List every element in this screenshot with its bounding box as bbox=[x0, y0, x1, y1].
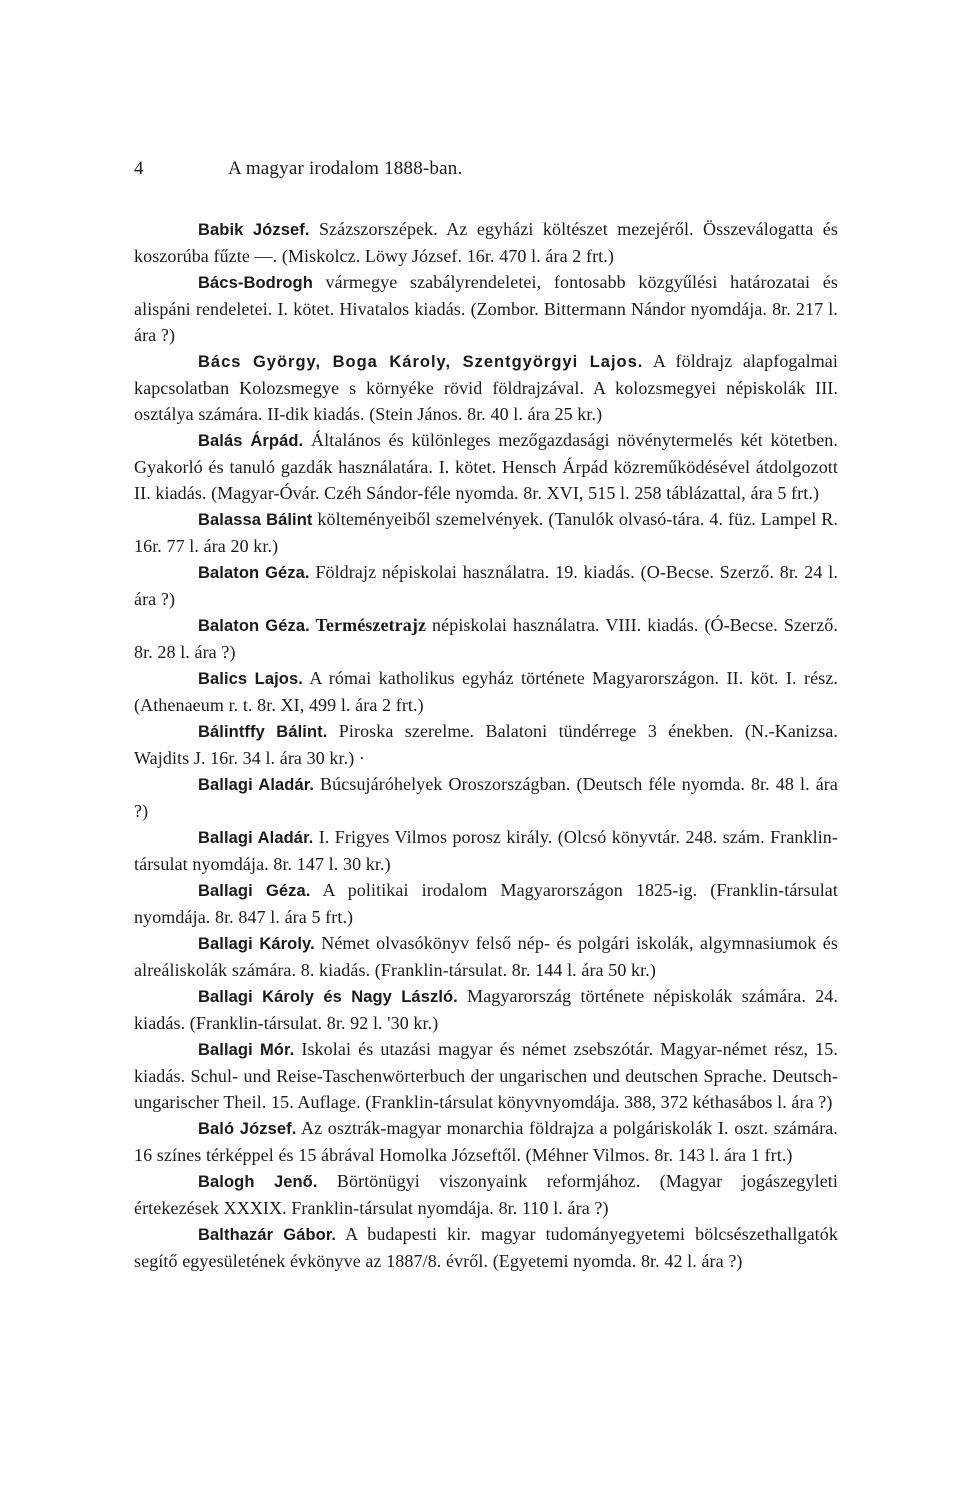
bibliography-entry bbox=[134, 506, 838, 559]
page-number: 4 bbox=[134, 158, 144, 179]
entry-text: Az osztrák-magyar monarchia földrajza a polgáriskolák I. oszt. számára. 16 színes térképpel és 15 ábrával Homolka Józseftől. (Méhner Vilmos. 8r. 143 l. ára 1 frt.) bbox=[134, 1118, 838, 1165]
bibliography-entry bbox=[134, 348, 838, 427]
entry-author: Balthazár Gábor. bbox=[198, 1226, 337, 1244]
bibliography-entry bbox=[134, 1221, 838, 1274]
bibliography-entry bbox=[134, 983, 838, 1036]
entry-text: A politikai irodalom Magyarországon 1825-ig. (Franklin-társulat nyomdája. 8r. 847 l. ára 5 frt.) bbox=[134, 880, 838, 927]
entry-author: Ballagi Aladár. bbox=[198, 776, 315, 794]
entry-author: Ballagi Károly és Nagy László. bbox=[198, 988, 458, 1006]
entry-text: Iskolai és utazási magyar és német zsebszótár. Magyar-német rész, 15. kiadás. Schul- und Reise-Taschenwörterbuch der ungarischen und deutschen Sprache. Deutsch-ungarischer Theil. 15. Auflage. (Franklin-társulat könyvnyomdája. 388, 372 kéthasábos l. ára ?) bbox=[134, 1039, 838, 1112]
entry-author: Balaton Géza. bbox=[198, 617, 310, 635]
bibliography-entry bbox=[134, 427, 838, 506]
bibliography-entry bbox=[134, 771, 838, 824]
bibliography-entry bbox=[134, 718, 838, 771]
bibliography-entry bbox=[134, 1115, 838, 1168]
entry-text: A budapesti kir. magyar tudományegyetemi bölcsészethallgatók segítő egyesületének évkönyve az 1887/8. évről. (Egyetemi nyomda. 8r. 42 l. ára ?) bbox=[134, 1224, 838, 1271]
entry-text: Német olvasókönyv felső nép- és polgári iskolák, algymnasiumok és alreáliskolák számára. 8. kiadás. (Franklin-társulat. 8r. 144 l. ára 50 kr.) bbox=[134, 933, 838, 980]
entry-text: I. Frigyes Vilmos porosz király. (Olcsó könyvtár. 248. szám. Franklin-társulat nyomdája. 8r. 147 l. 30 kr.) bbox=[134, 827, 838, 874]
bibliography-entry bbox=[134, 559, 838, 612]
entry-author: Balassa Bálint bbox=[198, 511, 313, 529]
bibliography-entry bbox=[134, 1168, 838, 1221]
entry-author: Ballagi Géza. bbox=[198, 882, 311, 900]
bibliography-entry bbox=[134, 1036, 838, 1115]
entry-author: Balics Lajos. bbox=[198, 670, 303, 688]
entry-text: Százszorszépek. Az egyházi költészet mezejéről. Összeválogatta és koszorúba fűzte —. (Miskolcz. Löwy József. 16r. 470 l. ára 2 frt.) bbox=[134, 219, 838, 266]
entry-text: Földrajz népiskolai használatra. 19. kiadás. (O-Becse. Szerző. 8r. 24 l. ára ?) bbox=[134, 562, 838, 609]
entry-author: Bács György, Boga Károly, Szentgyörgyi Lajos. bbox=[198, 353, 644, 371]
entry-text: népiskolai használatra. VIII. kiadás. (Ó-Becse. Szerző. 8r. 28 l. ára ?) bbox=[134, 615, 838, 662]
bibliography-entry bbox=[134, 269, 838, 348]
bibliography-entry bbox=[134, 216, 838, 269]
entry-text: Piroska szerelme. Balatoni tündérrege 3 énekben. (N.-Kanizsa. Wajdits J. 16r. 34 l. ára 30 kr.) · bbox=[134, 721, 839, 768]
bibliography-entry bbox=[134, 824, 838, 877]
entry-text: A római katholikus egyház története Magyarországon. II. köt. I. rész. (Athenaeum r. t. 8r. XI, 499 l. ára 2 frt.) bbox=[134, 668, 838, 715]
entry-author: Balogh Jenő. bbox=[198, 1173, 318, 1191]
entry-author: Balás Árpád. bbox=[198, 432, 304, 450]
entry-author: Bács-Bodrogh bbox=[198, 274, 313, 292]
bibliography-entry bbox=[134, 612, 838, 665]
bibliography-list bbox=[134, 216, 838, 1274]
entry-text: Börtönügyi viszonyaink reformjához. (Magyar jogászegyleti értekezések XXXIX. Franklin-társulat nyomdája. 8r. 110 l. ára ?) bbox=[134, 1171, 838, 1218]
entry-author: Ballagi Mór. bbox=[198, 1041, 295, 1059]
bibliography-entry bbox=[134, 877, 838, 930]
running-title: A magyar irodalom 1888-ban. bbox=[228, 158, 463, 179]
entry-text: Általános és különleges mezőgazdasági növénytermelés két kötetben. Gyakorló és tanuló gazdák használatára. I. kötet. Hensch Árpád közreműködésével átdolgozott II. kiadás. (Magyar-Óvár. Czéh Sándor-féle nyomda. 8r. XVI, 515 l. 258 táblázattal, ára 5 frt.) bbox=[134, 430, 838, 503]
entry-author: Balaton Géza. bbox=[198, 564, 310, 582]
entry-text: Magyarország története népiskolák számára. 24. kiadás. (Franklin-társulat. 8r. 92 l. '30 kr.) bbox=[134, 986, 839, 1033]
entry-author: Babik József. bbox=[198, 221, 310, 239]
entry-text: költeményeiből szemelvények. (Tanulók olvasó-tára. 4. füz. Lampel R. 16r. 77 l. ára 20 kr.) bbox=[134, 509, 838, 556]
entry-author: Ballagi Aladár. bbox=[198, 829, 314, 847]
entry-title: Természetrajz bbox=[309, 615, 427, 635]
entry-author: Ballagi Károly. bbox=[198, 935, 315, 953]
bibliography-entry bbox=[134, 930, 838, 983]
entry-author: Baló József. bbox=[198, 1120, 297, 1138]
page-header bbox=[134, 158, 824, 188]
entry-text: vármegye szabályrendeletei, fontosabb közgyűlési határozatai és alispáni rendeletei. I. kötet. Hivatalos kiadás. (Zombor. Bittermann Nándor nyomdája. 8r. 217 l. ára ?) bbox=[134, 272, 838, 345]
entry-text: A földrajz alapfogalmai kapcsolatban Kolozsmegye s környéke rövid földrajzával. A kolozsmegyei népiskolák III. osztálya számára. II-dik kiadás. (Stein János. 8r. 40 l. ára 25 kr.) bbox=[134, 351, 838, 424]
entry-text: Búcsujáróhelyek Oroszországban. (Deutsch féle nyomda. 8r. 48 l. ára ?) bbox=[134, 774, 838, 821]
entry-author: Bálintffy Bálint. bbox=[198, 723, 328, 741]
bibliography-entry bbox=[134, 665, 838, 718]
